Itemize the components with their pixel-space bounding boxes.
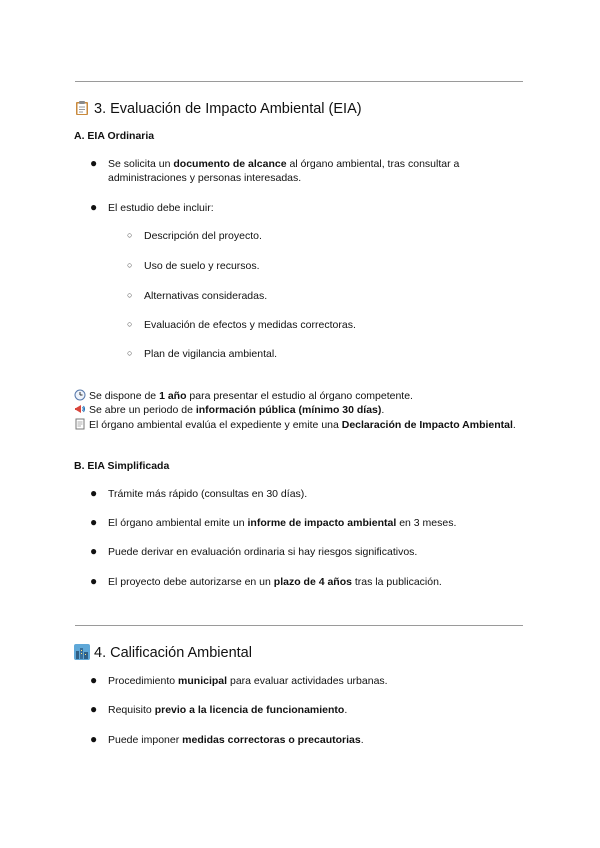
megaphone-icon <box>74 403 86 415</box>
document-icon <box>74 418 86 430</box>
sub-b-heading: B. EIA Simplificada <box>74 460 170 472</box>
bullet: ● <box>90 200 98 214</box>
list-item: ● El órgano ambiental emite un informe de impacto ambiental en 3 meses. <box>90 515 457 529</box>
sub-list-item: ○ Evaluación de efectos y medidas correctoras. <box>127 319 356 331</box>
list-item: ● Procedimiento municipal para evaluar actividades urbanas. <box>90 673 388 687</box>
list-item: ● Puede imponer medidas correctoras o precautorias. <box>90 732 364 746</box>
divider-top <box>75 81 523 82</box>
list-item: ● El estudio debe incluir: <box>90 200 214 214</box>
section-3-heading <box>74 100 362 117</box>
bullet: ● <box>90 732 98 746</box>
bullet: ● <box>90 544 98 558</box>
bullet: ● <box>90 156 98 170</box>
divider-middle <box>75 625 523 626</box>
bullet: ● <box>90 574 98 588</box>
city-icon <box>74 644 90 660</box>
note-line: Se abre un periodo de información pública (mínimo 30 días). <box>74 403 524 417</box>
bullet: ● <box>90 515 98 529</box>
section-4-heading <box>74 644 252 661</box>
list-item: ● Trámite más rápido (consultas en 30 días). <box>90 486 308 500</box>
list-item: ● Se solicita un documento de alcance al órgano ambiental, tras consultar a administraciones y personas interesadas. <box>90 156 460 184</box>
list-item: ● Puede derivar en evaluación ordinaria si hay riesgos significativos. <box>90 544 418 558</box>
sub-list-item: ○ Alternativas consideradas. <box>127 290 268 302</box>
sub-list-item: ○ Plan de vigilancia ambiental. <box>127 348 278 360</box>
section-4-title: 4. Calificación Ambiental <box>94 645 252 661</box>
bullet: ● <box>90 486 98 500</box>
sub-list-item: ○ Uso de suelo y recursos. <box>127 260 260 272</box>
list-item: ● Requisito previo a la licencia de funcionamiento. <box>90 702 348 716</box>
note-line: El órgano ambiental evalúa el expediente y emite una Declaración de Impacto Ambiental. <box>74 418 524 432</box>
clipboard-icon <box>74 100 90 116</box>
section-3-title: 3. Evaluación de Impacto Ambiental (EIA) <box>94 101 362 117</box>
note-line: Se dispone de 1 año para presentar el estudio al órgano competente. <box>74 389 524 403</box>
bullet: ● <box>90 702 98 716</box>
clock-icon <box>74 389 86 401</box>
sub-a-heading: A. EIA Ordinaria <box>74 130 155 142</box>
sub-list-item: ○ Descripción del proyecto. <box>127 230 262 242</box>
list-item: ● El proyecto debe autorizarse en un plazo de 4 años tras la publicación. <box>90 574 442 588</box>
bullet: ● <box>90 673 98 687</box>
